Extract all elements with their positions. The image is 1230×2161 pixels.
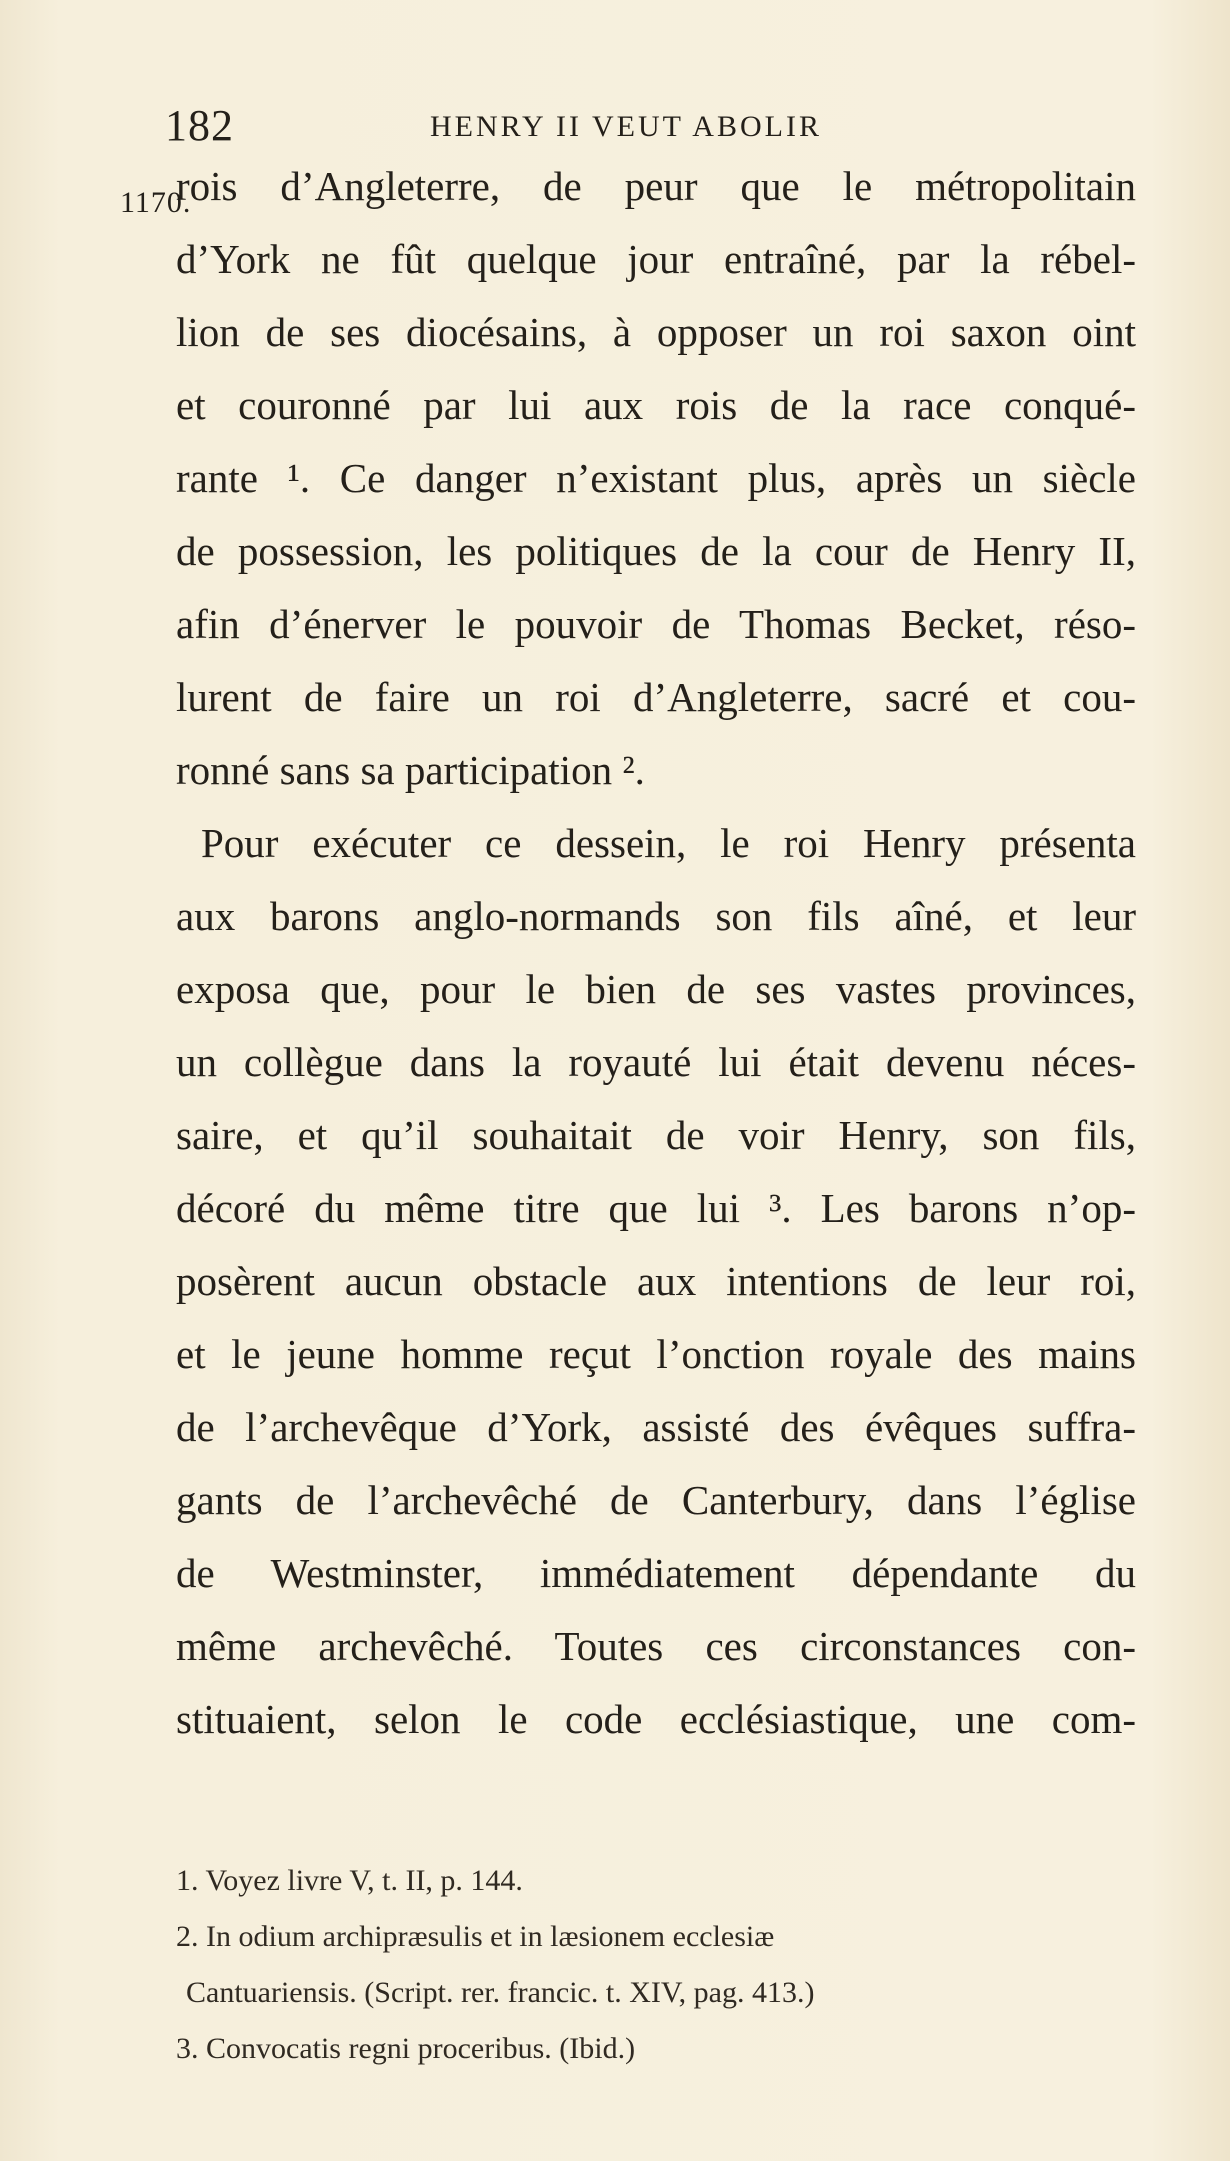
body-line-paragraph-start: Pour exécuter ce dessein, le roi Henry présenta bbox=[201, 820, 1136, 866]
footnote-3: 3. Convocatis regni proceribus. (Ibid.) bbox=[176, 2032, 636, 2065]
body-line: afin d’énerver le pouvoir de Thomas Becket, réso- bbox=[176, 601, 1136, 647]
body-line: de Westminster, immédiatement dépendante du bbox=[176, 1550, 1136, 1596]
footnotes bbox=[176, 1853, 1136, 2077]
body-line: posèrent aucun obstacle aux intentions de leur roi, bbox=[176, 1258, 1136, 1304]
body-line-paragraph-end: ronné sans sa participation ². bbox=[176, 747, 645, 793]
body-text bbox=[176, 150, 1136, 1756]
body-line: rois d’Angleterre, de peur que le métropolitain bbox=[176, 163, 1136, 209]
body-line: stituaient, selon le code ecclésiastique, une com- bbox=[176, 1696, 1136, 1742]
body-line: exposa que, pour le bien de ses vastes provinces, bbox=[176, 966, 1136, 1012]
body-line: lion de ses diocésains, à opposer un roi saxon oint bbox=[176, 309, 1136, 355]
page-number: 182 bbox=[165, 101, 234, 150]
body-line: saire, et qu’il souhaitait de voir Henry, son fils, bbox=[176, 1112, 1136, 1158]
body-line: gants de l’archevêché de Canterbury, dans l’église bbox=[176, 1477, 1136, 1523]
body-line: un collègue dans la royauté lui était devenu néces- bbox=[176, 1039, 1136, 1085]
body-line: décoré du même titre que lui ³. Les barons n’op- bbox=[176, 1185, 1136, 1231]
footnote-2: 2. In odium archipræsulis et in læsionem ecclesiæ bbox=[176, 1920, 775, 1953]
body-line: aux barons anglo-normands son fils aîné, et leur bbox=[176, 893, 1136, 939]
body-line: de l’archevêque d’York, assisté des évêques suffra- bbox=[176, 1404, 1136, 1450]
body-line: même archevêché. Toutes ces circonstances con- bbox=[176, 1623, 1136, 1669]
body-line: et couronné par lui aux rois de la race conqué- bbox=[176, 382, 1136, 428]
body-line: lurent de faire un roi d’Angleterre, sacré et cou- bbox=[176, 674, 1136, 720]
footnote-1: 1. Voyez livre V, t. II, p. 144. bbox=[176, 1864, 523, 1897]
body-line: rante ¹. Ce danger n’existant plus, après un siècle bbox=[176, 455, 1136, 501]
running-head: HENRY II VEUT ABOLIR bbox=[430, 110, 822, 143]
margin-year-note: 1170. bbox=[120, 186, 192, 219]
footnote-2-continuation: Cantuariensis. (Script. rer. francic. t. XIV, pag. 413.) bbox=[186, 1976, 815, 2009]
body-line: d’York ne fût quelque jour entraîné, par la rébel- bbox=[176, 236, 1136, 282]
body-line: et le jeune homme reçut l’onction royale des mains bbox=[176, 1331, 1136, 1377]
body-line: de possession, les politiques de la cour de Henry II, bbox=[176, 528, 1136, 574]
